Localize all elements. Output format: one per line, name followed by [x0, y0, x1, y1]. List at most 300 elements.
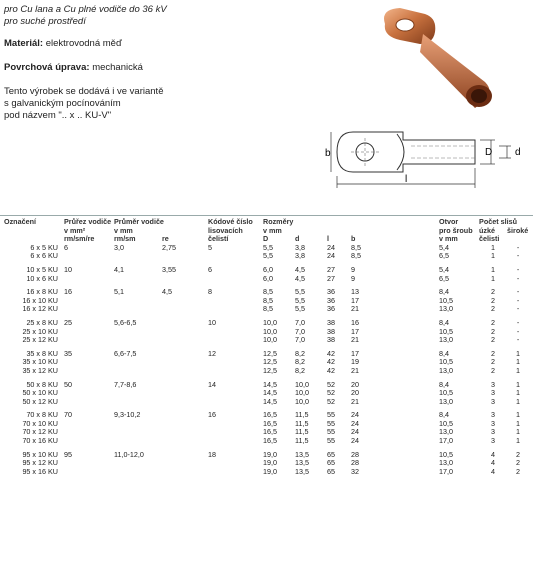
cell-l: 55 [327, 410, 335, 420]
cell-s: 1 [516, 348, 521, 358]
cell-b: 9 [351, 273, 355, 283]
table-row [4, 283, 529, 297]
cell-pr [64, 297, 114, 306]
cell-u: 1 [491, 242, 496, 252]
cell-oz: 16 x 12 KU [22, 304, 58, 314]
col-siroke: široké [507, 225, 529, 235]
cell-d: 5,5 [295, 304, 305, 314]
cell-rm [114, 297, 162, 306]
col-l: l [327, 234, 329, 244]
cell-pr [64, 468, 114, 477]
cell-d: 7,0 [295, 317, 305, 327]
table-row [4, 406, 529, 420]
cell-re [162, 406, 208, 420]
cell-kod: 12 [208, 348, 216, 358]
cell-d: 5,5 [295, 287, 305, 297]
cell-pr: 50 [64, 379, 72, 389]
col-prumer: Průměr vodiče [114, 217, 164, 226]
cell-re [162, 252, 208, 261]
cell-pr [64, 336, 114, 345]
cell-D: 16,5 [263, 427, 277, 437]
col-prurez-sub: rm/sm/re [64, 234, 95, 244]
cell-b: 8,5 [351, 251, 361, 261]
cell-D: 8,5 [263, 304, 273, 314]
cell-kod [208, 336, 263, 345]
col-otvor: Otvor [439, 217, 459, 226]
table-row [4, 446, 529, 460]
table-row [4, 252, 529, 261]
col-rozmery-unit: v mm [263, 225, 282, 235]
col-otvor-sub: pro šroub [439, 225, 473, 235]
col-celisti: čelistí [208, 234, 229, 244]
cell-b: 17 [351, 348, 359, 358]
cell-ot: 10,5 [439, 357, 454, 367]
cell-kod [208, 459, 263, 468]
dim-d-label: d [515, 147, 521, 158]
cell-D: 5,5 [263, 251, 273, 261]
cell-kod: 6 [208, 264, 212, 274]
cell-d: 8,2 [295, 357, 305, 367]
material-value: elektrovodná měď [45, 38, 122, 49]
cell-d: 3,8 [295, 242, 305, 252]
cell-oz: 50 x 8 KU [26, 379, 58, 389]
cell-d: 7,0 [295, 326, 305, 336]
cell-re [162, 336, 208, 345]
cell-s: - [516, 295, 520, 305]
cell-d: 10,0 [295, 388, 309, 398]
cell-ot: 10,5 [439, 418, 454, 428]
cell-u: 2 [491, 287, 496, 297]
cell-D: 10,0 [263, 317, 277, 327]
cell-re [162, 328, 208, 337]
cell-D: 6,0 [263, 264, 273, 274]
cell-u: 2 [491, 357, 496, 367]
cell-s: - [516, 326, 520, 336]
cell-d: 11,5 [295, 418, 309, 428]
cell-u: 2 [491, 365, 496, 375]
table-row [4, 398, 529, 407]
cell-ot: 6,5 [439, 273, 450, 283]
cell-re: 3,55 [162, 264, 176, 274]
cell-rm [114, 328, 162, 337]
cell-kod [208, 328, 263, 337]
cell-u: 3 [491, 396, 496, 406]
cell-oz: 35 x 12 KU [22, 365, 58, 375]
cell-oz: 25 x 10 KU [22, 326, 58, 336]
cell-ot: 8,4 [439, 379, 450, 389]
cell-oz: 70 x 12 KU [22, 427, 58, 437]
cell-ot: 10,5 [439, 449, 454, 459]
cell-rm [114, 437, 162, 446]
cell-oz: 25 x 12 KU [22, 335, 58, 345]
cell-b: 13 [351, 287, 359, 297]
cell-b: 20 [351, 388, 359, 398]
material-line [4, 38, 324, 50]
cell-pr [64, 420, 114, 429]
cell-pr: 6 [64, 242, 68, 252]
cell-D: 12,5 [263, 348, 277, 358]
cell-b: 24 [351, 410, 359, 420]
col-prumer-re: re [162, 234, 169, 244]
cell-pr [64, 305, 114, 314]
cell-kod: 8 [208, 287, 212, 297]
cell-rm: 5,6-6,5 [114, 317, 137, 327]
cell-re [162, 358, 208, 367]
cell-b: 21 [351, 396, 359, 406]
cell-s: 1 [516, 388, 521, 398]
cell-pr: 95 [64, 449, 72, 459]
cell-rm [114, 358, 162, 367]
cell-re [162, 314, 208, 328]
cell-b: 24 [351, 436, 359, 446]
cell-pr [64, 358, 114, 367]
cell-d: 13,5 [295, 458, 309, 468]
cell-ot: 17,0 [439, 466, 454, 476]
cell-u: 2 [491, 304, 496, 314]
col-b: b [351, 234, 356, 244]
cell-ot: 13,0 [439, 427, 454, 437]
cell-d: 3,8 [295, 251, 305, 261]
cell-s: 1 [516, 427, 521, 437]
cell-u: 2 [491, 326, 496, 336]
dim-D-label: D [485, 147, 493, 158]
dim-b-label: b [325, 148, 331, 159]
cell-re [162, 345, 208, 359]
cell-d: 7,0 [295, 335, 305, 345]
cell-pr [64, 328, 114, 337]
cell-re [162, 428, 208, 437]
cell-pr [64, 367, 114, 376]
cell-s: 2 [516, 449, 521, 459]
cell-oz: 10 x 6 KU [26, 273, 58, 283]
cell-D: 10,0 [263, 326, 277, 336]
cell-D: 6,0 [263, 273, 273, 283]
cell-D: 19,0 [263, 458, 277, 468]
cell-ot: 10,5 [439, 388, 454, 398]
cell-re [162, 305, 208, 314]
cell-rm: 9,3-10,2 [114, 410, 141, 420]
cell-kod [208, 297, 263, 306]
cell-d: 5,5 [295, 295, 305, 305]
cell-rm [114, 252, 162, 261]
cell-D: 14,5 [263, 388, 277, 398]
cell-pr [64, 252, 114, 261]
cell-oz: 16 x 8 KU [26, 287, 58, 297]
cell-b: 32 [351, 466, 359, 476]
cell-oz: 6 x 6 KU [30, 251, 58, 261]
table-row [4, 468, 529, 477]
cell-d: 11,5 [295, 436, 309, 446]
cell-s: 1 [516, 418, 521, 428]
cell-rm [114, 398, 162, 407]
cell-s: 1 [516, 357, 521, 367]
cell-pr: 25 [64, 317, 72, 327]
cell-u: 2 [491, 295, 496, 305]
cell-D: 14,5 [263, 379, 277, 389]
cell-b: 17 [351, 295, 359, 305]
cell-u: 3 [491, 436, 496, 446]
cell-u: 1 [491, 273, 496, 283]
cell-d: 4,5 [295, 264, 305, 274]
cell-pr [64, 437, 114, 446]
cell-s: - [516, 335, 520, 345]
cell-b: 8,5 [351, 242, 361, 252]
table-row [4, 305, 529, 314]
cell-rm [114, 305, 162, 314]
cell-b: 19 [351, 357, 359, 367]
cell-s: - [516, 251, 520, 261]
cell-l: 55 [327, 418, 335, 428]
cell-u: 4 [491, 458, 496, 468]
lug-technical-drawing [325, 120, 533, 200]
col-uzke: úzké [479, 225, 496, 235]
cell-D: 8,5 [263, 287, 273, 297]
cell-ot: 13,0 [439, 458, 454, 468]
cell-rm: 6,6-7,5 [114, 348, 137, 358]
cell-u: 3 [491, 410, 496, 420]
cell-l: 65 [327, 458, 335, 468]
cell-kod: 14 [208, 379, 216, 389]
cell-l: 27 [327, 264, 335, 274]
specification-table [4, 218, 529, 476]
cell-s: 1 [516, 365, 521, 375]
cell-ot: 13,0 [439, 304, 454, 314]
cell-ot: 8,4 [439, 317, 450, 327]
note-line-1: Tento výrobek se dodává i ve variantě [4, 86, 164, 97]
col-otvor-unit: v mm [439, 234, 458, 244]
cell-D: 16,5 [263, 436, 277, 446]
cell-l: 27 [327, 273, 335, 283]
cell-pr [64, 389, 114, 398]
cell-rm [114, 428, 162, 437]
cell-l: 65 [327, 466, 335, 476]
col-prumer-unit: v mm [114, 225, 133, 235]
cell-re [162, 398, 208, 407]
cell-pr [64, 428, 114, 437]
cell-b: 21 [351, 304, 359, 314]
cell-s: - [516, 287, 520, 297]
cell-re [162, 468, 208, 477]
cell-d: 13,5 [295, 449, 309, 459]
cell-re [162, 459, 208, 468]
cell-l: 36 [327, 304, 335, 314]
cell-kod [208, 252, 263, 261]
cell-s: 1 [516, 410, 521, 420]
product-description [4, 4, 324, 122]
cell-b: 21 [351, 365, 359, 375]
table-row [4, 437, 529, 446]
cell-u: 2 [491, 317, 496, 327]
cell-oz: 70 x 16 KU [22, 436, 58, 446]
col-pocet: Počet slisů [479, 217, 517, 226]
cell-d: 11,5 [295, 410, 309, 420]
cell-kod [208, 305, 263, 314]
cell-u: 3 [491, 418, 496, 428]
cell-d: 4,5 [295, 273, 305, 283]
col-prurez: Průřez vodiče [64, 217, 112, 226]
cell-D: 16,5 [263, 418, 277, 428]
cell-d: 8,2 [295, 348, 305, 358]
cell-oz: 10 x 5 KU [26, 264, 58, 274]
table-row [4, 376, 529, 390]
cell-ot: 17,0 [439, 436, 454, 446]
cable-lug-photo [365, 4, 515, 114]
cell-oz: 70 x 8 KU [26, 410, 58, 420]
note-line-2: s galvanickým pocínováním [4, 98, 121, 109]
cell-D: 12,5 [263, 357, 277, 367]
cell-l: 52 [327, 388, 335, 398]
cell-kod [208, 398, 263, 407]
table-top-rule [0, 215, 533, 216]
cell-kod: 16 [208, 410, 216, 420]
subtitle-line-2: pro suché prostředí [4, 16, 86, 27]
cell-s: 1 [516, 436, 521, 446]
cell-l: 38 [327, 335, 335, 345]
cell-d: 11,5 [295, 427, 309, 437]
cell-kod [208, 358, 263, 367]
cell-oz: 6 x 5 KU [30, 242, 58, 252]
col-prurez-unit: v mm² [64, 225, 86, 235]
cell-d: 10,0 [295, 379, 309, 389]
cell-s: - [516, 273, 520, 283]
cell-oz: 70 x 10 KU [22, 418, 58, 428]
cell-s: 1 [516, 379, 521, 389]
cell-u: 4 [491, 466, 496, 476]
table-row [4, 336, 529, 345]
cell-l: 42 [327, 357, 335, 367]
cell-b: 28 [351, 458, 359, 468]
surface-label: Povrchová úprava: [4, 62, 90, 73]
cell-rm [114, 468, 162, 477]
cell-kod [208, 275, 263, 284]
cell-rm: 11,0-12,0 [114, 449, 144, 459]
cell-ot: 10,5 [439, 295, 454, 305]
cell-rm: 7,7-8,6 [114, 379, 137, 389]
cell-re [162, 389, 208, 398]
cell-u: 1 [491, 264, 496, 274]
cell-l: 36 [327, 295, 335, 305]
cell-ot: 8,4 [439, 410, 450, 420]
cell-l: 36 [327, 287, 335, 297]
cell-oz: 95 x 12 KU [22, 458, 58, 468]
cell-kod [208, 468, 263, 477]
cell-re: 2,75 [162, 242, 176, 252]
cell-s: - [516, 317, 520, 327]
cell-b: 28 [351, 449, 359, 459]
cell-oz: 16 x 10 KU [22, 295, 58, 305]
cell-kod [208, 420, 263, 429]
cell-rm [114, 367, 162, 376]
cell-re [162, 446, 208, 460]
cell-d: 13,5 [295, 466, 309, 476]
cell-l: 42 [327, 348, 335, 358]
cell-ot: 8,4 [439, 287, 450, 297]
cell-re [162, 376, 208, 390]
col-lisovacich: lisovacích [208, 225, 243, 235]
cell-s: - [516, 242, 520, 252]
cell-pr [64, 459, 114, 468]
cell-u: 4 [491, 449, 496, 459]
cell-l: 24 [327, 251, 335, 261]
cell-ot: 6,5 [439, 251, 450, 261]
cell-D: 19,0 [263, 466, 277, 476]
cell-oz: 50 x 12 KU [22, 396, 58, 406]
cell-re [162, 367, 208, 376]
cell-b: 20 [351, 379, 359, 389]
cell-l: 52 [327, 379, 335, 389]
table-row [4, 275, 529, 284]
col-pocet-celisti: čelisti [479, 234, 500, 244]
cell-u: 3 [491, 427, 496, 437]
cell-ot: 5,4 [439, 264, 450, 274]
cell-u: 3 [491, 388, 496, 398]
cell-pr: 70 [64, 410, 72, 420]
cell-u: 1 [491, 251, 496, 261]
surface-line [4, 62, 324, 74]
cell-kod [208, 367, 263, 376]
cell-s: - [516, 304, 520, 314]
col-D: D [263, 234, 269, 244]
cell-u: 2 [491, 348, 496, 358]
cell-kod [208, 437, 263, 446]
cell-u: 2 [491, 335, 496, 345]
cell-l: 65 [327, 449, 335, 459]
cell-rm [114, 336, 162, 345]
cell-l: 55 [327, 427, 335, 437]
cell-b: 9 [351, 264, 355, 274]
cell-l: 42 [327, 365, 335, 375]
cell-kod: 5 [208, 242, 212, 252]
cell-D: 10,0 [263, 335, 277, 345]
cell-ot: 13,0 [439, 396, 454, 406]
cell-s: 2 [516, 458, 521, 468]
cell-b: 16 [351, 317, 359, 327]
cell-re [162, 420, 208, 429]
cell-oz: 50 x 10 KU [22, 388, 58, 398]
cell-re [162, 297, 208, 306]
cell-kod [208, 428, 263, 437]
cell-re [162, 437, 208, 446]
cell-b: 24 [351, 418, 359, 428]
cell-rm: 4,1 [114, 264, 124, 274]
surface-value: mechanická [92, 62, 143, 73]
col-prumer-rm: rm/sm [114, 234, 136, 244]
cell-D: 19,0 [263, 449, 277, 459]
table-row [4, 314, 529, 328]
cell-u: 3 [491, 379, 496, 389]
cell-s: - [516, 264, 520, 274]
table-row [4, 261, 529, 275]
col-rozmery: Rozměry [263, 217, 294, 226]
cell-D: 14,5 [263, 396, 277, 406]
cell-pr [64, 398, 114, 407]
cell-kod: 18 [208, 449, 216, 459]
cell-b: 24 [351, 427, 359, 437]
cell-oz: 35 x 10 KU [22, 357, 58, 367]
cell-ot: 10,5 [439, 326, 454, 336]
cell-b: 17 [351, 326, 359, 336]
cell-oz: 35 x 8 KU [26, 348, 58, 358]
material-label: Materiál: [4, 38, 44, 49]
cell-kod [208, 389, 263, 398]
cell-pr [64, 275, 114, 284]
cell-re: 4,5 [162, 287, 172, 297]
cell-rm: 5,1 [114, 287, 124, 297]
cell-pr: 10 [64, 264, 72, 274]
cell-ot: 8,4 [439, 348, 450, 358]
cell-s: 1 [516, 396, 521, 406]
cell-oz: 25 x 8 KU [26, 317, 58, 327]
